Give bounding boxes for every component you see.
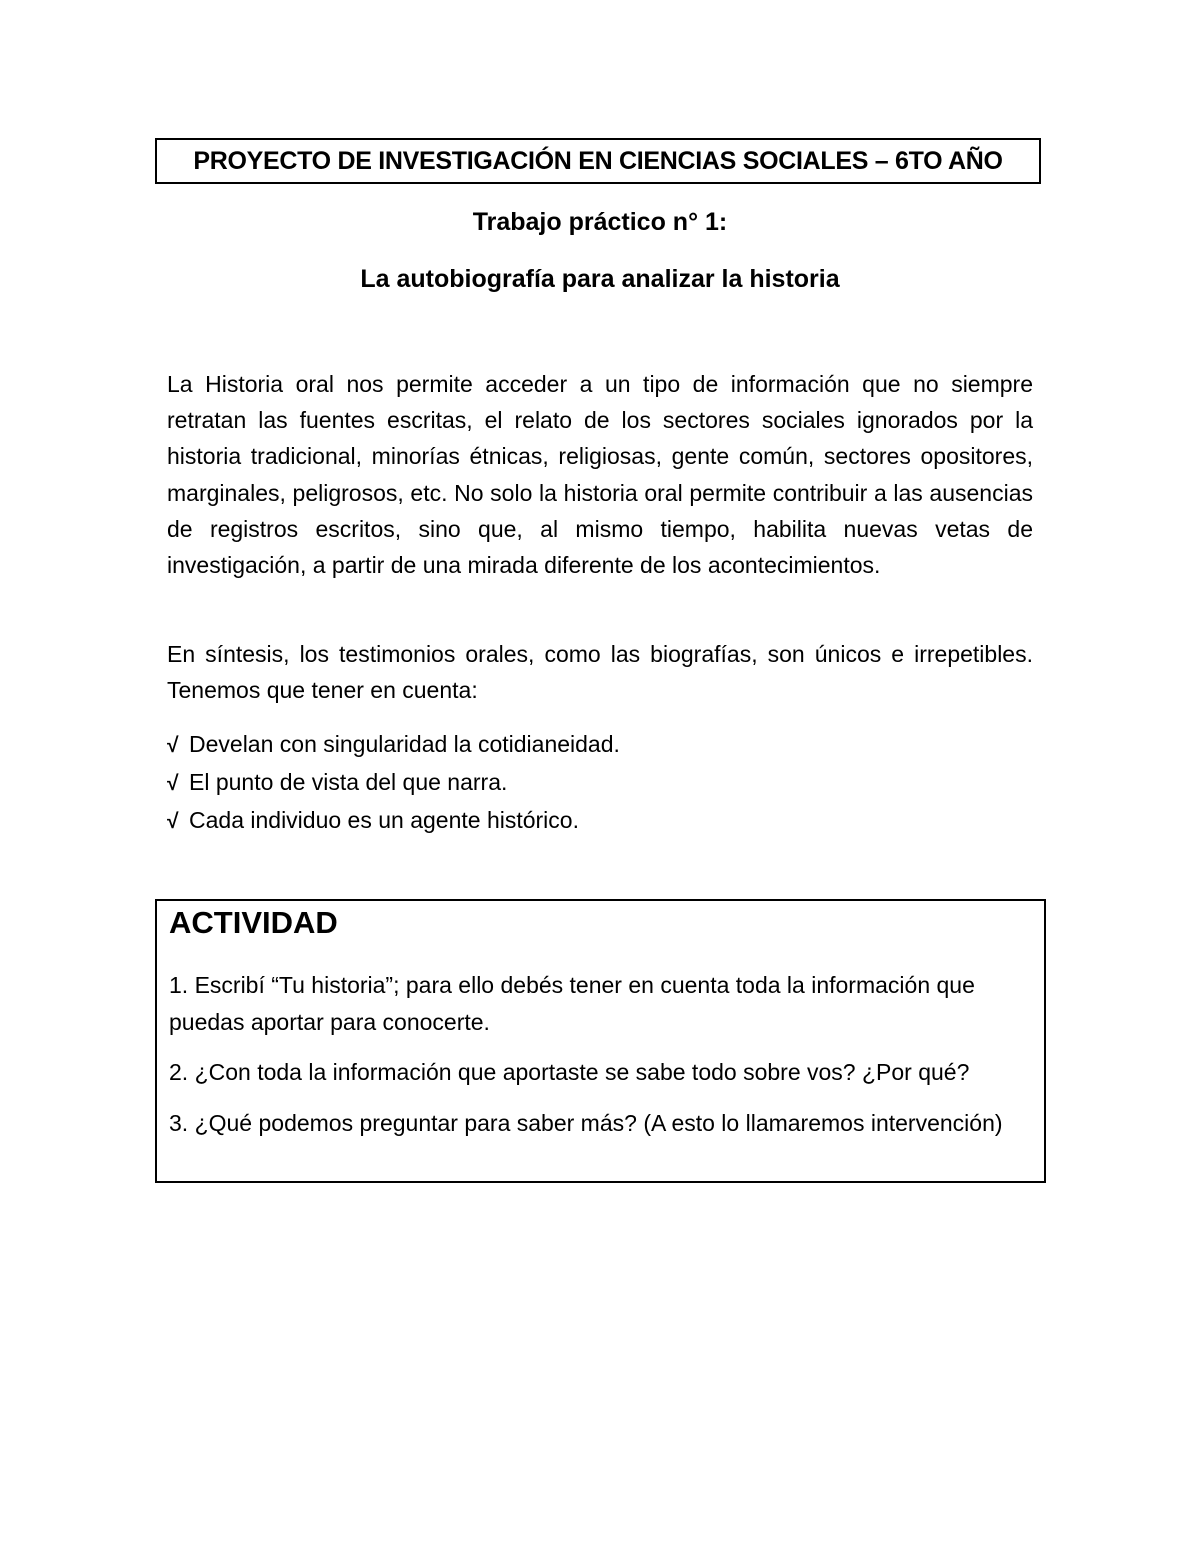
checklist-item xyxy=(167,764,1033,802)
project-title: PROYECTO DE INVESTIGACIÓN EN CIENCIAS SOCIALES – 6TO AÑO xyxy=(193,146,1003,175)
activity-item: 3. ¿Qué podemos preguntar para saber más? (A esto lo llamaremos intervención) xyxy=(169,1110,1003,1136)
activity-item: 1. Escribí “Tu historia”; para ello debés tener en cuenta toda la información que puedas aportar para conocerte. xyxy=(169,972,975,1035)
activity-box xyxy=(155,899,1046,1183)
checklist-item xyxy=(167,802,1033,840)
checklist-item xyxy=(167,726,1033,764)
check-icon: √ xyxy=(167,810,179,833)
checklist-item-text: Cada individuo es un agente histórico. xyxy=(189,807,579,833)
project-title-box xyxy=(155,138,1041,184)
checklist xyxy=(167,726,1033,840)
check-icon: √ xyxy=(167,772,179,795)
summary-paragraph: En síntesis, los testimonios orales, como las biografías, son únicos e irrepetibles. Tenemos que tener en cuenta: xyxy=(167,641,1033,704)
activity-title: ACTIVIDAD xyxy=(169,905,338,940)
checklist-item-text: El punto de vista del que narra. xyxy=(189,769,508,795)
intro-paragraph: La Historia oral nos permite acceder a un tipo de información que no siempre retratan las fuentes escritas, el relato de los sectores sociales ignorados por la historia tradicional, minorías étnicas, religiosas, gente común, sectores opositores, marginales, peligrosos, etc. No solo la historia oral permite contribuir a las ausencias de registros escritos, sino que, al mismo tiempo, habilita nuevas vetas de investigación, a partir de una mirada diferente de los acontecimientos. xyxy=(167,371,1033,579)
check-icon: √ xyxy=(167,734,179,757)
activity-item: 2. ¿Con toda la información que aportaste se sabe todo sobre vos? ¿Por qué? xyxy=(169,1059,970,1085)
checklist-item-text: Develan con singularidad la cotidianeidad. xyxy=(189,731,620,757)
assignment-number: Trabajo práctico n° 1: xyxy=(472,208,728,236)
assignment-title: La autobiografía para analizar la historia xyxy=(360,265,840,293)
